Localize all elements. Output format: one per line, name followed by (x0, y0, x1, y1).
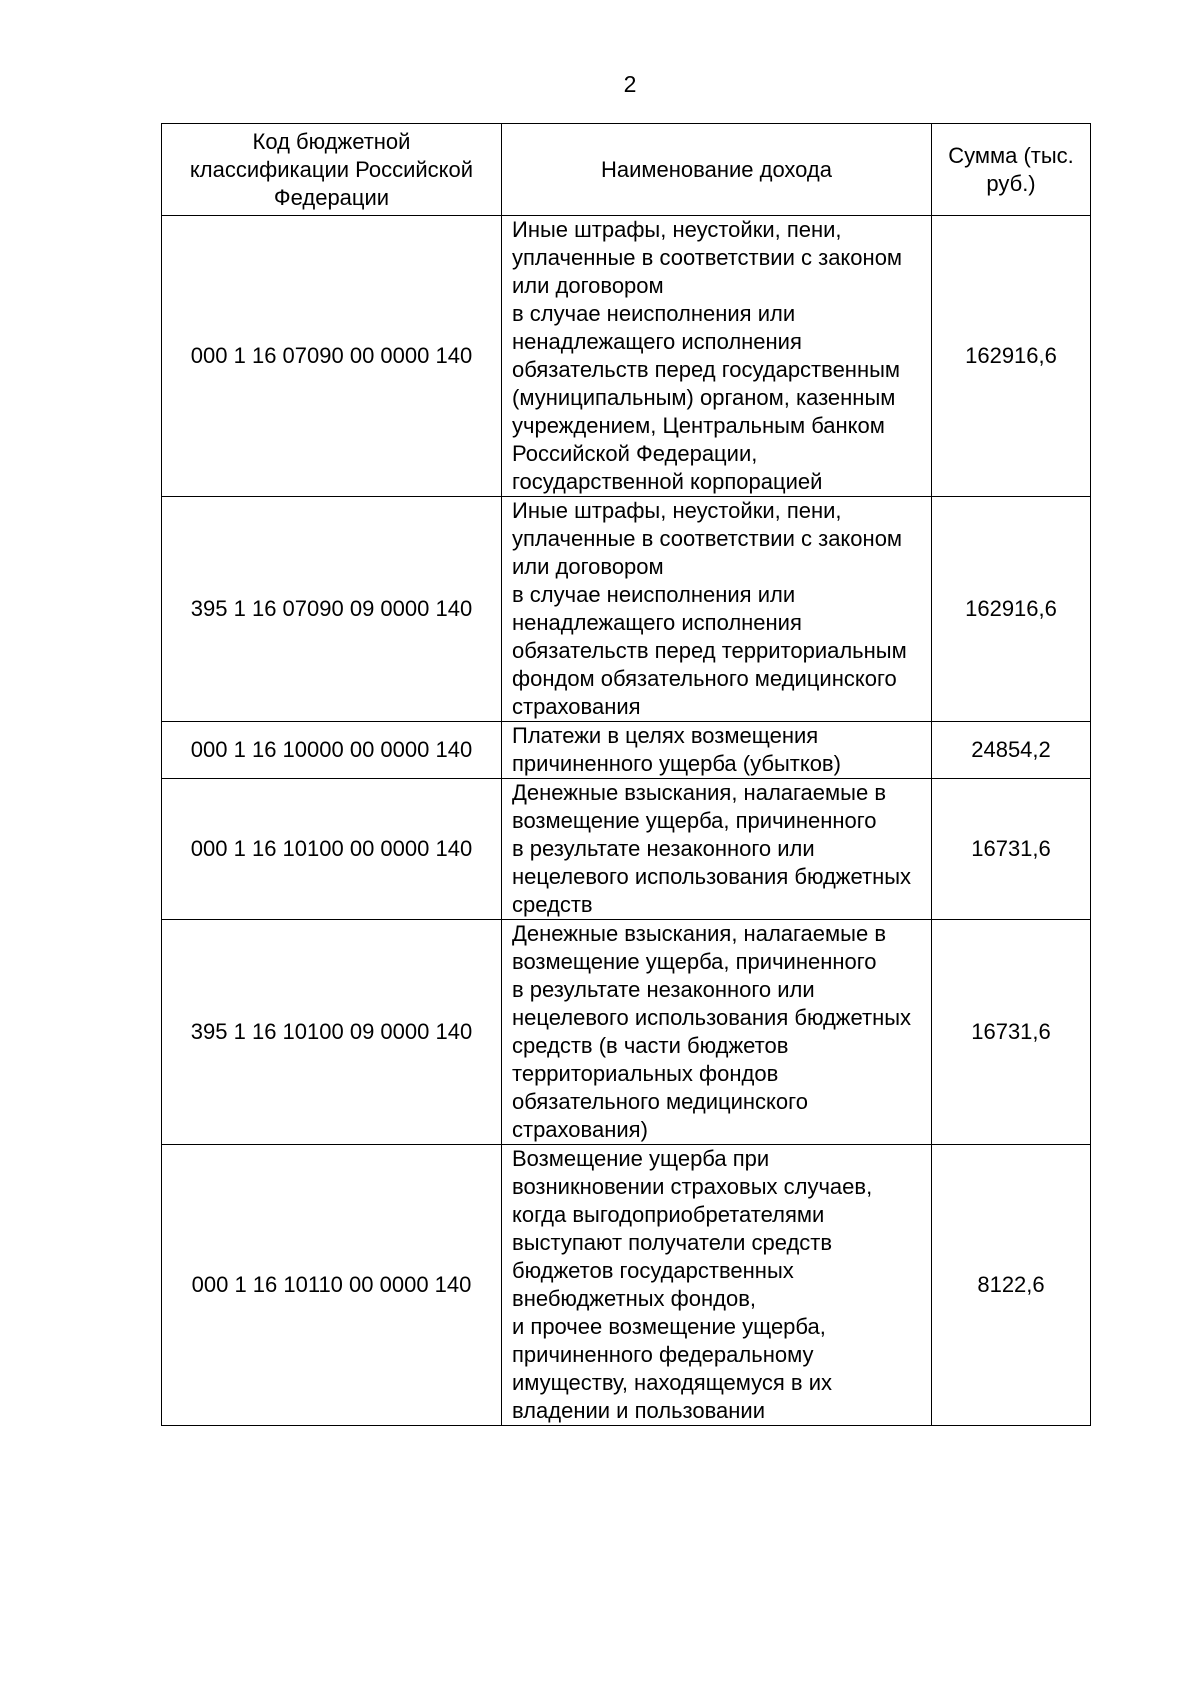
table-row (162, 497, 1091, 722)
row-sum: 16731,6 (932, 779, 1091, 920)
header-name: Наименование дохода (502, 124, 932, 216)
row-sum: 16731,6 (932, 920, 1091, 1145)
header-sum: Сумма (тыс. руб.) (932, 124, 1091, 216)
row-code: 000 1 16 10000 00 0000 140 (162, 722, 502, 779)
row-code: 395 1 16 10100 09 0000 140 (162, 920, 502, 1145)
table-row (162, 722, 1091, 779)
row-name: Иные штрафы, неустойки, пени, уплаченные в соответствии с законом или договором в случае неисполнения или ненадлежащего исполнения обязательств перед государственным (муниципальным) органом, казенным учреждением, Центральным банком Российской Федерации, государственной корпорацией (502, 216, 932, 497)
row-sum: 162916,6 (932, 497, 1091, 722)
table-row (162, 1145, 1091, 1426)
income-table (161, 123, 1091, 1426)
row-name: Иные штрафы, неустойки, пени, уплаченные в соответствии с законом или договором в случае неисполнения или ненадлежащего исполнения обязательств перед территориальным фондом обязательного медицинского страхования (502, 497, 932, 722)
table-header-row (162, 124, 1091, 216)
row-sum: 24854,2 (932, 722, 1091, 779)
row-name: Денежные взыскания, налагаемые в возмещение ущерба, причиненного в результате незаконного или нецелевого использования бюджетных средств (в части бюджетов территориальных фондов обязательного медицинского страхования) (502, 920, 932, 1145)
table-row (162, 216, 1091, 497)
row-name: Денежные взыскания, налагаемые в возмещение ущерба, причиненного в результате незаконного или нецелевого использования бюджетных средств (502, 779, 932, 920)
table-row (162, 779, 1091, 920)
row-code: 000 1 16 10110 00 0000 140 (162, 1145, 502, 1426)
header-code: Код бюджетной классификации Российской Федерации (162, 124, 502, 216)
row-sum: 162916,6 (932, 216, 1091, 497)
row-name: Платежи в целях возмещения причиненного ущерба (убытков) (502, 722, 932, 779)
page-number: 2 (623, 71, 637, 97)
row-sum: 8122,6 (932, 1145, 1091, 1426)
row-code: 000 1 16 10100 00 0000 140 (162, 779, 502, 920)
row-name: Возмещение ущерба при возникновении страховых случаев, когда выгодоприобретателями выступают получатели средств бюджетов государственных внебюджетных фондов, и прочее возмещение ущерба, причиненного федеральному имуществу, находящемуся в их владении и пользовании (502, 1145, 932, 1426)
row-code: 395 1 16 07090 09 0000 140 (162, 497, 502, 722)
row-code: 000 1 16 07090 00 0000 140 (162, 216, 502, 497)
table-row (162, 920, 1091, 1145)
